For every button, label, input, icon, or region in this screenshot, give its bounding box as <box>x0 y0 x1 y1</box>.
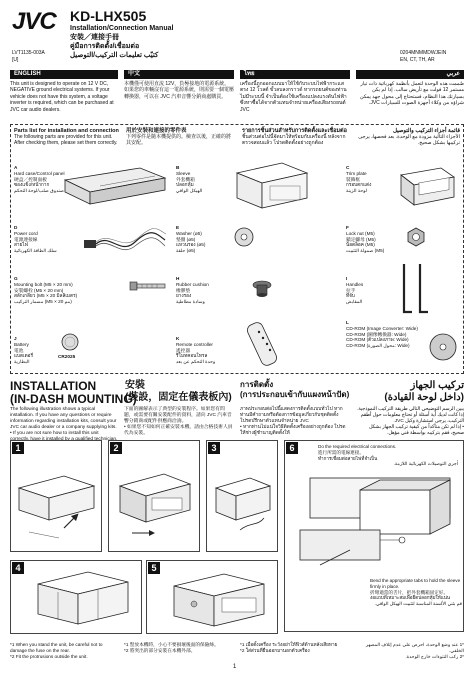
part-f: F Lock nut (M5) 鎖定螺母 (M5) น็อตล็อค (M5) صمولة التثبيت (M5) <box>346 225 385 254</box>
installation-text-en: The following illustration shows a typical installation. If you have any questions or require information regarding installation kits, consult your JVC car audio dealer or a company supplying kits. • If you are not sure how to install this unit technician. <box>10 407 118 442</box>
model-number: KD-LHX505 <box>70 8 147 24</box>
intro-chinese: 本機僅可使用直流 12V，負極接地的電源系統。如果您的車輛沒有這一電源系統，則需要一個電壓轉換器，可以在 JVC 汽車音響分銷商處購買。 <box>124 81 235 100</box>
installation-text-ar: يبين الرسم التوضيحي التالي طريقة التركيب النموذجية. إذا كانت لديك أية أسئلة أو تحتاج معلومات حول أطقم التركيب، يرجى استشارة وكيل JVC. • إذا لم تكن متأكداً من كيفية تركيب الجهاز بشكل صحيح، فقم بتركيبه بواسطة فني مؤهل. <box>356 407 464 436</box>
footnotes-en: *1 When you stand the unit, be careful not to damage the fuse on the rear. *2 Fit the protrusions outside the unit. <box>10 642 103 659</box>
part-h: H Rubber cushion 橡膠墊 ยางรอง وسادة مطاطية <box>176 276 209 305</box>
step-2-number: 2 <box>110 442 122 454</box>
intro-arabic: صُممت هذه الوحدة لتعمل بأنظمة كهربائية ذات تيار مستمر 12 فولت مع تأريض سالب. إذا لم يكن بسيارتك هذا النظام، فستحتاج إلى محول جهد يمكن شراؤه من وكلاء أجهزة الصوت للسيارات JVC. <box>360 81 464 107</box>
intro-english: This unit is designed to operate on 12 V DC, NEGATIVE ground electrical systems. If your vehicle does not have this system, a voltage inverter is required, which can be purchased at JVC car audio dealers. <box>10 81 114 113</box>
remote-controller-illustration <box>244 318 288 372</box>
lock-nut-illustration <box>404 225 428 249</box>
footnotes-cn: *1 豎放本機時，小心不要損壞後面的保險絲。 *2 將突出的部分安裝在本機外部。 <box>124 642 219 653</box>
doc-code-left: LVT1135-003A [U] <box>12 50 45 63</box>
page-number: 1 <box>233 664 237 670</box>
hard-case-illustration <box>60 160 170 210</box>
doc-code-right: 0204MNMMDWJEIN EN, CT, TH, AR <box>400 50 447 63</box>
parts-heading-th: รายการชิ้นส่วนสำหรับการติดตั้งและเชื่อมต่อ ชิ้นส่วนต่อไปนี้จัดมาให้พร้อมกับเครื่องนี้ หลังจากตรวจสอบแล้ว โปรดติดตั้งอย่างถูกต้อง <box>242 128 347 147</box>
note-electrical-connections: Do the required electrical connections. 進行所需的電線連接。 ทำการเชื่อมต่อสายไฟที่จำเป็น أجري التوصيلات الكهربائية اللازمة. <box>318 444 458 467</box>
parts-heading-cn: 用於安裝和連接的零件表 下列零件是隨本機提供的。檢查以後，正確的將其安配。 <box>126 128 232 147</box>
intro-thai: เครื่องนี้ถูกออกแบบมาให้ใช้กับระบบไฟฟ้ากระแสตรง 12 โวลต์ ขั้วลบลงกราวด์ หากรถยนต์ของท่านไม่มีระบบนี้ จำเป็นต้องใช้เครื่องแปลงแรงดันไฟฟ้าซึ่งหาซื้อได้จากตัวแทนจำหน่ายเครื่องเสียงรถยนต์ JVC <box>240 81 347 113</box>
step-3-number: 3 <box>208 442 220 454</box>
part-e: E Washer (ø5) 墊圈 (ø5) แหวนรอง (ø5) حلقة (ø5) <box>176 225 206 254</box>
step-4-illustration <box>28 564 138 632</box>
installation-title-cn: 安裝 (裝設，固定在儀表板內) <box>125 380 232 403</box>
installation-title-th: การติดตั้ง (การประกอบเข้ากับแผงหน้าปัด) <box>240 380 350 399</box>
part-g: G Mounting bolt (M5 × 20 mm) 安裝螺栓 (M5 × 20 mm) สลักเกลียว (M5 × 20 มิลลิเมตร) مسمار التركيب (M5 × 20 مم) <box>14 276 78 305</box>
power-cord-illustration <box>80 222 170 262</box>
installation-title-ar: تركيب الجهاز (داخل لوحة القيادة) <box>384 380 464 403</box>
battery-model-label: CR2025 <box>58 354 76 359</box>
step-3-illustration <box>210 458 274 548</box>
lang-bar-chinese: 中文 <box>124 70 234 79</box>
lang-bar-arabic: عربي <box>356 70 464 79</box>
step-1-illustration <box>14 458 98 548</box>
step-5-illustration <box>164 564 274 632</box>
handles-illustration <box>398 262 434 318</box>
step-4-number: 4 <box>12 562 24 574</box>
part-k: K Remote controller 遙控器 รีโมทคอนโทรล وحدة التحكم عن بعد <box>176 336 216 365</box>
installation-text-th: ภาพประกอบต่อไปนี้แสดงการติดตั้งแบบทั่วไป หากท่านมีคำถามหรือต้องการข้อมูลเกี่ยวกับชุดติดตั้ง โปรดปรึกษาตัวแทนจำหน่าย JVC • หากท่านไม่แน่ใจวิธีติดตั้งเครื่องอย่างถูกต้อง โปรดให้ช่างผู้ชำนาญติดตั้งให้ <box>240 407 346 436</box>
cd-rom-illustration <box>428 332 458 362</box>
mounting-bolt-illustration <box>128 278 168 294</box>
part-j: J Battery 電池 แบตเตอรี่ البطارية <box>14 336 34 365</box>
step-2-illustration <box>112 458 196 548</box>
part-i: I Handles 拉手 ที่จับ المقابض <box>346 276 364 305</box>
washer-illustration <box>232 225 256 249</box>
manual-title: Installation/Connection Manual 安裝／連接手冊 คู่มือการติดตั้ง/เชื่อมต่อ كتيّب تعليمات التركيب/التوصيل <box>70 25 174 59</box>
installation-title-en: INSTALLATION (IN-DASH MOUNTING) <box>10 379 137 406</box>
parts-heading-en: Parts list for installation and connection The following parts are provided for this unit. After checking them, please set them correctly. <box>14 128 119 147</box>
part-b: B Sleeve 外套機箱 ปลอกหุ้ม الهيكل الواقي <box>176 165 203 194</box>
part-c: C Trim plate 裝飾框 กรอบตกแต่ง لوحة الزينة <box>346 165 372 194</box>
step-5-number: 5 <box>148 562 160 574</box>
step-6-number: 6 <box>286 442 298 454</box>
part-d: D Power cord 電源連接線 สายไฟ سلك الطاقة الكهربائية <box>14 225 57 254</box>
note-bend-tabs: Bend the appropriate tabs to hold the sleeve firmly in place. 折彎適當的舌片，把外套機箱固定好。 งอแถบที่เหมาะสมเพื่อยึดปลอกหุ้มให้แน่น قم بثني الألسنة المناسبة لتثبيت الهيكل الواقي. <box>370 578 462 607</box>
battery-illustration <box>60 332 80 352</box>
installation-text-cn: 下面的圖解表示了典型的安裝程序。如果您有問題，或需要有關安裝配件的資料，請向 JVC 汽車音響分銷商或配件供應商洽詢。 • 如果您不知如何正確安裝本機，請由合格技術人員代為安裝。 <box>124 407 233 436</box>
lang-bar-english: ENGLISH <box>10 70 118 79</box>
parts-heading-ar: قائمة أجزاء التركيب والتوصيل الأجزاء التالية مزودة مع الوحدة. بعد فحصها، يرجى تركيبها بشكل صحيح. <box>358 128 460 147</box>
footnotes-ar: *1 عند وضع الوحدة، احرص على عدم إتلاف المصهر الخلفي. *2 ركب النتوءات خارج الوحدة. <box>365 642 464 659</box>
rubber-cushion-illustration <box>250 278 274 300</box>
step-1-number: 1 <box>12 442 24 454</box>
jvc-logo: JVC <box>12 8 56 35</box>
step-6-illustration <box>290 470 460 580</box>
lang-bar-thai: ไทย <box>240 70 350 79</box>
part-a: A Hard case/Control panel 硬盒／控制面板 ซองแข็ง/หน้ากาก صندوق صلب/لوحة التحكم <box>14 165 65 194</box>
sleeve-illustration <box>232 158 312 213</box>
trim-plate-illustration <box>396 165 458 210</box>
footnotes-th: *1 เมื่อตั้งเครื่อง ระวังอย่าให้ฟิวส์ด้านหลังเสียหาย *2 ใส่ส่วนที่ยื่นออกมานอกตัวเครื่อง <box>240 642 338 653</box>
part-l: L CD-ROM (Image Converter: Wide) CD-ROM (圖像轉換器: Wide) CD-ROM (ตัวแปลงภาพ: Wide) CD-ROM (محول الصورة: Wide) <box>346 320 418 349</box>
